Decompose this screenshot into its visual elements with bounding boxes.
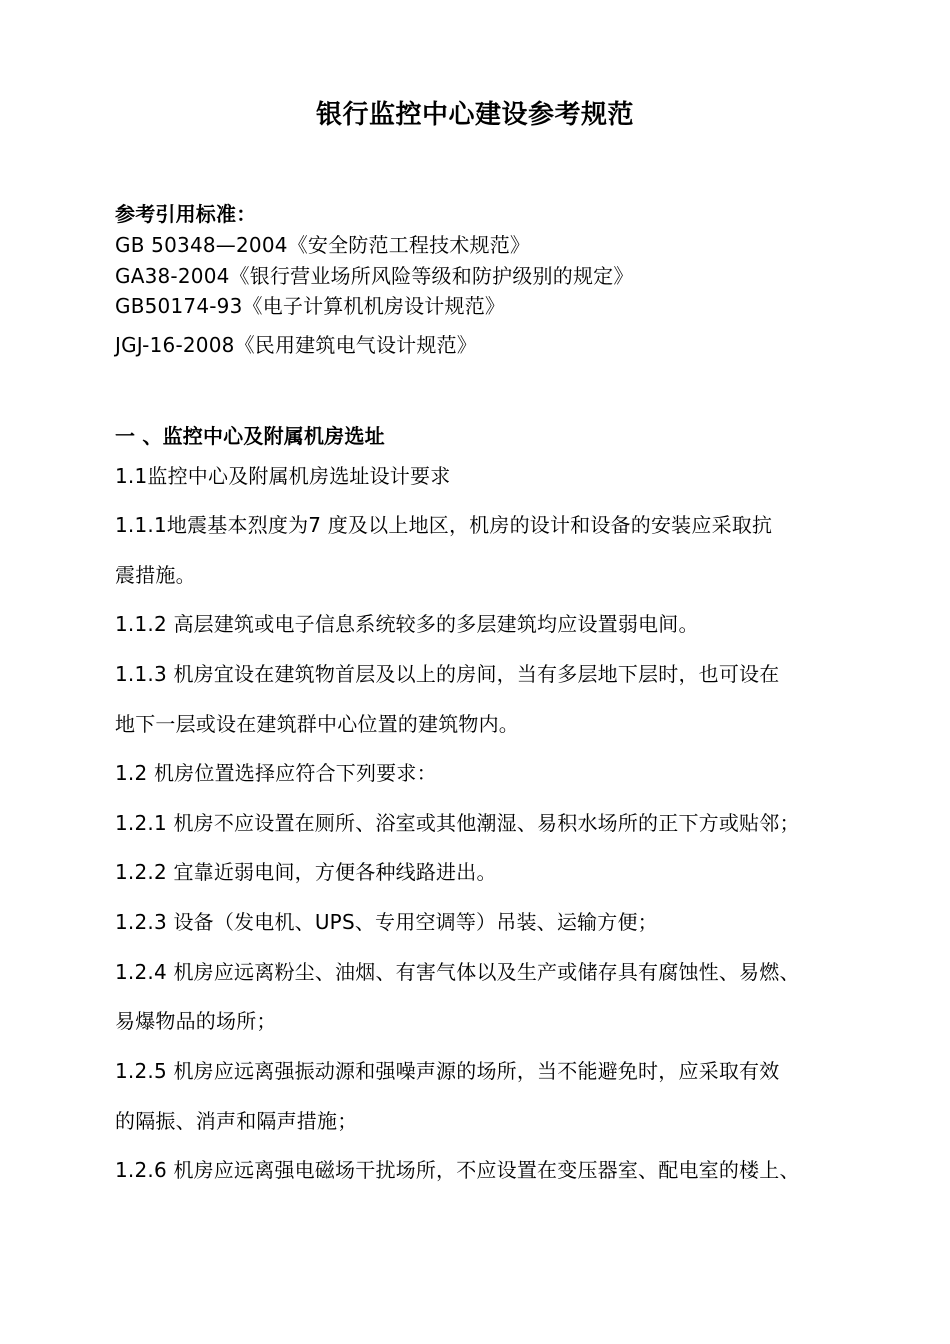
paragraph-line: 1.2 机房位置选择应符合下列要求： <box>115 761 437 785</box>
paragraph-line: 1.2.3 设备（发电机、UPS、专用空调等）吊装、运输方便； <box>115 910 658 934</box>
paragraph-line: 1.2.4 机房应远离粉尘、油烟、有害气体以及生产或储存具有腐蚀性、易燃、 <box>115 960 800 984</box>
reference-item: GB 50348—2004《安全防范工程技术规范》 <box>115 233 531 257</box>
reference-item: JGJ-16-2008《民用建筑电气设计规范》 <box>115 333 477 357</box>
paragraph-line: 1.2.2 宜靠近弱电间，方便各种线路进出。 <box>115 860 497 884</box>
paragraph-line: 1.1.2 高层建筑或电子信息系统较多的多层建筑均应设置弱电间。 <box>115 612 699 636</box>
paragraph-line: 震措施。 <box>115 563 196 587</box>
paragraph-line: 1.2.5 机房应远离强振动源和强噪声源的场所，当不能避免时，应采取有效 <box>115 1059 780 1083</box>
paragraph-line: 地下一层或设在建筑群中心位置的建筑物内。 <box>115 712 519 736</box>
paragraph-line: 的隔振、消声和隔声措施； <box>115 1109 358 1133</box>
reference-item: GA38-2004《银行营业场所风险等级和防护级别的规定》 <box>115 264 634 288</box>
paragraph-line: 1.1.3 机房宜设在建筑物首层及以上的房间，当有多层地下层时，也可设在 <box>115 662 780 686</box>
paragraph-line: 1.1监控中心及附属机房选址设计要求 <box>115 464 451 488</box>
references-heading: 参考引用标准： <box>115 202 257 226</box>
section-heading: 一 、监控中心及附属机房选址 <box>115 424 385 448</box>
reference-item: GB50174-93《电子计算机机房设计规范》 <box>115 294 506 318</box>
paragraph-line: 1.1.1地震基本烈度为7 度及以上地区，机房的设计和设备的安装应采取抗 <box>115 513 773 537</box>
paragraph-line: 1.2.6 机房应远离强电磁场干扰场所，不应设置在变压器室、配电室的楼上、 <box>115 1158 800 1182</box>
paragraph-line: 易爆物品的场所； <box>115 1009 277 1033</box>
document-title: 银行监控中心建设参考规范 <box>315 100 634 130</box>
paragraph-line: 1.2.1 机房不应设置在厕所、浴室或其他潮湿、易积水场所的正下方或贴邻； <box>115 811 800 835</box>
